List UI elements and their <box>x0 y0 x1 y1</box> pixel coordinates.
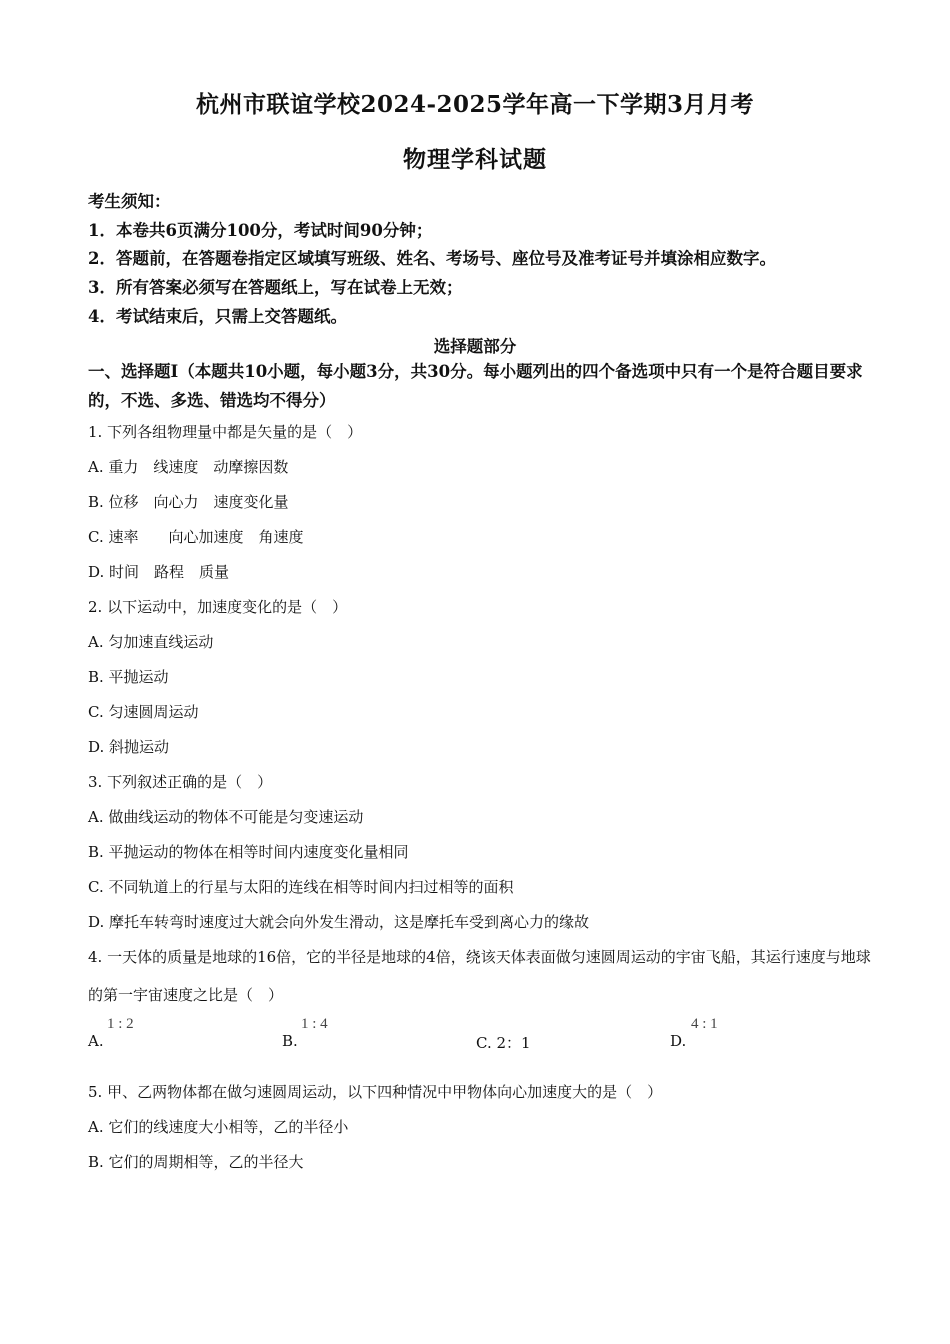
question-3-stem: 3. 下列叙述正确的是（ ） <box>88 773 273 791</box>
question-5-option-b: B. 它们的周期相等，乙的半径大 <box>88 1153 304 1171</box>
question-3-option-c: C. 不同轨道上的行星与太阳的连线在相等时间内扫过相等的面积 <box>88 878 514 896</box>
notice-item-2: 2．答题前，在答题卷指定区域填写班级、姓名、考场号、座位号及准考证号并填涂相应数字。 <box>88 249 776 268</box>
part-instructions: 一、选择题Ⅰ（本题共10小题，每小题3分，共30分。每小题列出的四个备选项中只有一个是符合题目要求的，不选、多选、错选均不得分） <box>88 362 863 410</box>
question-1-option-b: B. 位移 向心力 速度变化量 <box>88 493 289 511</box>
question-4-option-b-label: B. <box>282 1032 298 1050</box>
exam-subtitle: 物理学科试题 <box>403 146 547 173</box>
question-1-option-c: C. 速率 向心加速度 角速度 <box>88 528 304 546</box>
question-4-option-c: C. 2：1 <box>476 1034 531 1052</box>
question-4-option-b-value: 1 : 4 <box>301 1016 328 1032</box>
section-title: 选择题部分 <box>433 337 517 356</box>
question-1-option-a: A. 重力 线速度 动摩擦因数 <box>88 458 289 476</box>
notice-heading: 考生须知： <box>88 192 171 211</box>
question-4-option-d-value: 4 : 1 <box>691 1016 718 1032</box>
question-2-option-b: B. 平抛运动 <box>88 668 169 686</box>
question-4-option-d-label: D. <box>670 1032 687 1050</box>
exam-title: 杭州市联谊学校2024-2025学年高一下学期3月月考 <box>195 91 755 118</box>
question-4-stem: 4. 一天体的质量是地球的16倍，它的半径是地球的4倍，绕该天体表面做匀速圆周运动的宇宙飞船，其运行速度与地球的第一宇宙速度之比是（ ） <box>88 948 871 1004</box>
question-4-option-a-value: 1 : 2 <box>107 1016 134 1032</box>
question-3-option-d: D. 摩托车转弯时速度过大就会向外发生滑动，这是摩托车受到离心力的缘故 <box>88 913 590 931</box>
question-3-option-b: B. 平抛运动的物体在相等时间内速度变化量相同 <box>88 843 409 861</box>
notice-item-1: 1．本卷共6页满分100分，考试时间90分钟； <box>88 221 433 240</box>
question-2-stem: 2. 以下运动中，加速度变化的是（ ） <box>88 598 348 616</box>
question-2-option-c: C. 匀速圆周运动 <box>88 703 199 721</box>
question-3-option-a: A. 做曲线运动的物体不可能是匀变速运动 <box>88 808 364 826</box>
question-2-option-d: D. 斜抛运动 <box>88 738 170 756</box>
notice-item-3: 3．所有答案必须写在答题纸上，写在试卷上无效； <box>88 278 463 297</box>
question-5-option-a: A. 它们的线速度大小相等，乙的半径小 <box>88 1118 349 1136</box>
question-5-stem: 5. 甲、乙两物体都在做匀速圆周运动，以下四种情况中甲物体向心加速度大的是（ ） <box>88 1083 663 1101</box>
question-1-option-d: D. 时间 路程 质量 <box>88 563 230 581</box>
question-2-option-a: A. 匀加速直线运动 <box>88 633 214 651</box>
question-1-stem: 1. 下列各组物理量中都是矢量的是（ ） <box>88 423 363 441</box>
question-4-option-a-label: A. <box>88 1032 104 1050</box>
notice-item-4: 4．考试结束后，只需上交答题纸。 <box>88 307 347 326</box>
